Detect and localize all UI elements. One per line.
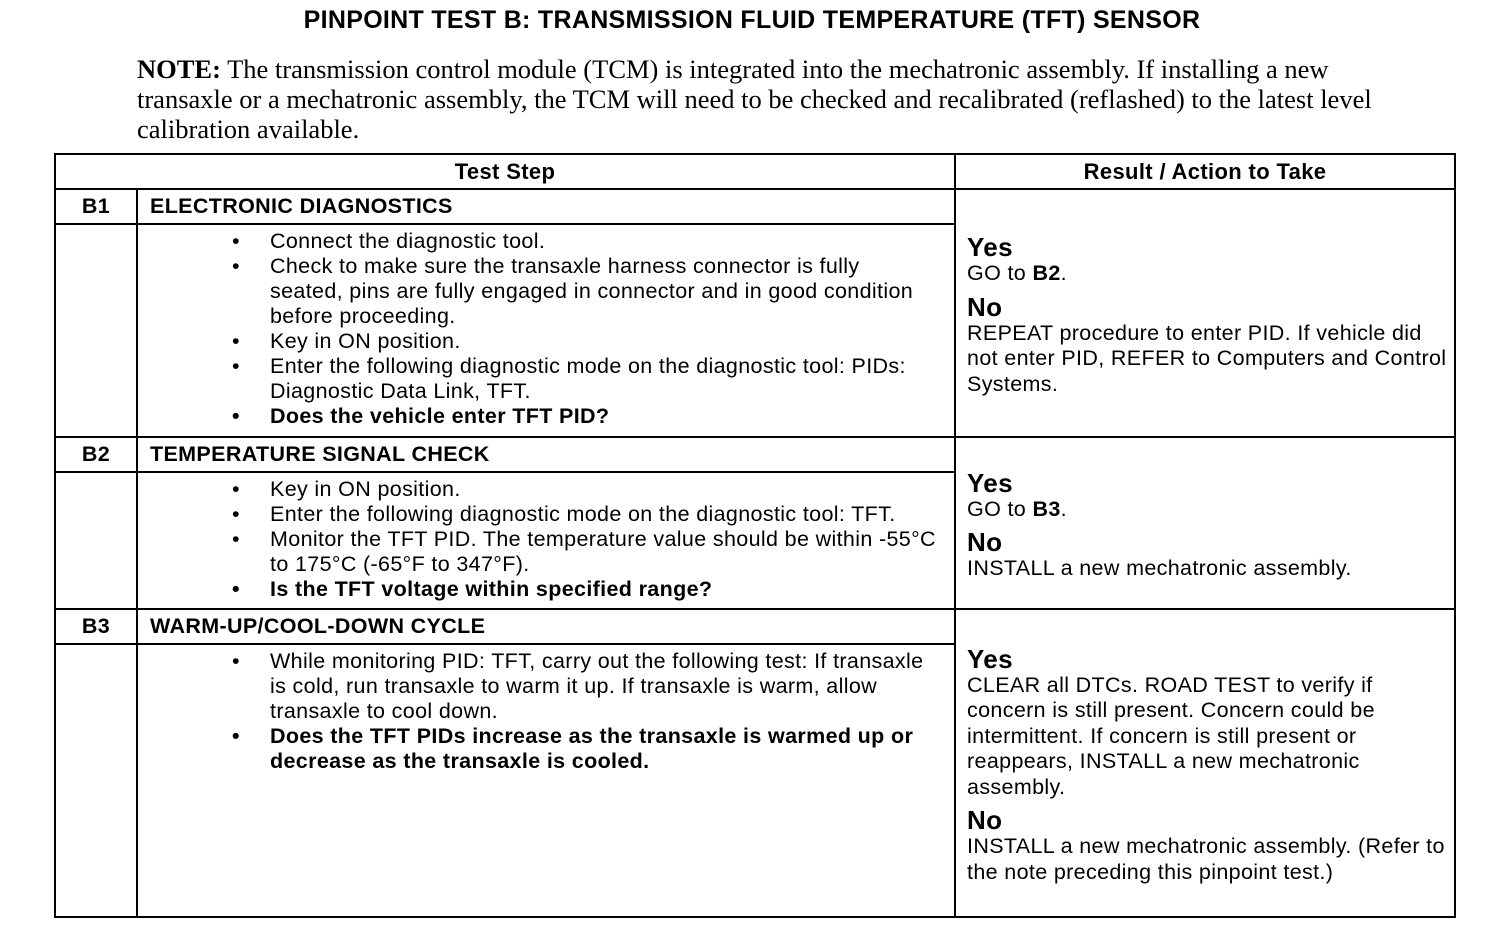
- step-bullet: • Enter the following diagnostic mode on the diagnostic tool: TFT.: [232, 502, 896, 526]
- step-bullet: • Key in ON position.: [232, 329, 461, 353]
- step-id: B1: [55, 189, 137, 224]
- page-title: PINPOINT TEST B: TRANSMISSION FLUID TEMPERATURE (TFT) SENSOR: [303, 6, 1201, 34]
- no-label: No: [967, 291, 1003, 322]
- yes-text: CLEAR all DTCs. ROAD TEST to verify if concern is still present. Concern could be intermittent. If concern is still present or reappears, INSTALL a new mechatronic assembly.: [967, 672, 1375, 799]
- step-id: B2: [55, 437, 137, 472]
- result-action-header: Result / Action to Take: [955, 154, 1455, 189]
- step-bullet: • Connect the diagnostic tool.: [232, 229, 546, 253]
- step-bullet: • While monitoring PID: TFT, carry out the following test: If transaxle is cold, run transaxle to warm it up. If transaxle is warm, allow transaxle to cool down.: [232, 649, 924, 723]
- result-cell: [955, 189, 1455, 437]
- test-step-header: Test Step: [55, 154, 955, 189]
- step-title-row: [55, 609, 1455, 644]
- step-instructions: [137, 472, 955, 609]
- no-label: No: [967, 805, 1003, 836]
- note-label: NOTE:: [137, 54, 221, 84]
- yes-label: Yes: [967, 232, 1013, 262]
- no-text: REPEAT procedure to enter PID. If vehicle did not enter PID, REFER to Computers and Control Systems.: [967, 320, 1447, 396]
- yes-label: Yes: [967, 643, 1013, 674]
- no-text: INSTALL a new mechatronic assembly. (Refer to the note preceding this pinpoint test.): [967, 834, 1445, 884]
- step-instructions: [137, 224, 955, 437]
- yes-label: Yes: [967, 467, 1013, 498]
- step-question: • Does the TFT PIDs increase as the transaxle is warmed up or decrease as the transaxle is cooled.: [232, 724, 914, 773]
- no-text: INSTALL a new mechatronic assembly.: [967, 556, 1352, 580]
- step-id-spacer: [55, 224, 137, 437]
- step-bullet: • Enter the following diagnostic mode on the diagnostic tool: PIDs: Diagnostic Data Link, TFT.: [232, 354, 906, 403]
- step-id-spacer: [55, 644, 137, 917]
- yes-text: GO to B2.: [967, 261, 1067, 285]
- result-cell: [955, 609, 1455, 917]
- step-title: WARM-UP/COOL-DOWN CYCLE: [137, 609, 955, 644]
- table-header-row: [55, 154, 1455, 189]
- step-title: ELECTRONIC DIAGNOSTICS: [137, 189, 955, 224]
- step-title: TEMPERATURE SIGNAL CHECK: [137, 437, 955, 472]
- step-bullet: • Check to make sure the transaxle harness connector is fully seated, pins are fully engaged in connector and in good condition before proceeding.: [232, 254, 914, 328]
- note-paragraph: [137, 54, 1387, 144]
- result-cell: [955, 437, 1455, 609]
- step-question: • Does the vehicle enter TFT PID?: [232, 404, 610, 428]
- step-id-spacer: [55, 472, 137, 609]
- step-id: B3: [55, 609, 137, 644]
- step-instructions: [137, 644, 955, 917]
- step-bullet: • Monitor the TFT PID. The temperature value should be within -55°C to 175°C (-65°F to 347°F).: [232, 527, 936, 576]
- pinpoint-test-table: [54, 153, 1456, 918]
- yes-text: GO to B3.: [967, 496, 1067, 521]
- step-title-row: [55, 189, 1455, 224]
- step-title-row: [55, 437, 1455, 472]
- step-question: • Is the TFT voltage within specified range?: [232, 577, 713, 601]
- note-text: The transmission control module (TCM) is integrated into the mechatronic assembly. If installing a new transaxle or a mechatronic assembly, the TCM will need to be checked and recalibrated (reflashed) to the latest level calibration available.: [137, 54, 1372, 144]
- no-label: No: [967, 527, 1003, 557]
- step-bullet: • Key in ON position.: [232, 477, 461, 501]
